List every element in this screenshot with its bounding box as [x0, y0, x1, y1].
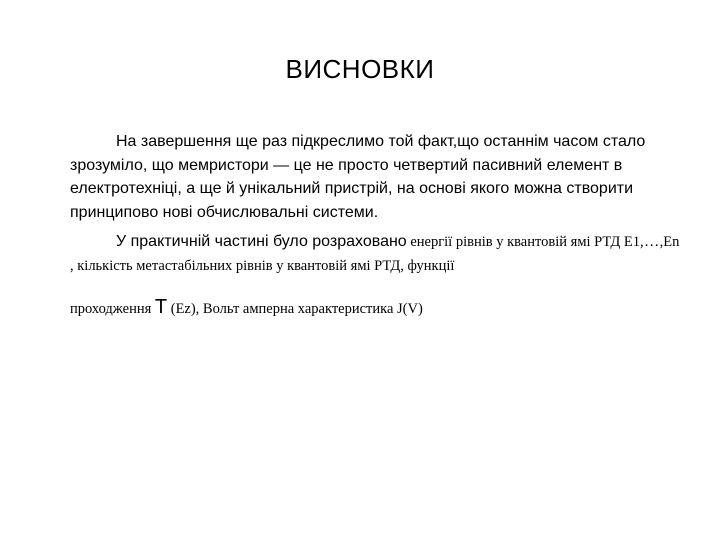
paragraph-2-part-1: енергії рівнів у квантовій ямі РТД Е1, — [406, 234, 644, 250]
paragraph-2-ellipsis: … — [643, 233, 660, 250]
paragraph-2-line-3 — [70, 296, 680, 321]
transmission-symbol: T — [154, 296, 168, 318]
conclusion-paragraph-1: На завершення ще раз підкреслимо той факт,що останнім часом стало зрозуміло, що мемристори — це не просто четвертий пасивний елемент в електротехніці, а ще й унікальний пристрій, на основі якого можна створити принципово нові обчислювальні системи. — [70, 133, 646, 221]
paragraph-2-part-2: ,Еn , кількість метастабільних рівнів у квантовій ямі РТД, функції — [70, 234, 680, 274]
paragraph-2-lead: У практичній частині було розраховано — [116, 233, 407, 250]
paragraph-2-line-3-end: (Ez), Вольт амперна характеристика J(V) — [167, 301, 423, 317]
slide-title: ВИСНОВКИ — [285, 54, 435, 84]
paragraph-2-line-3-start: проходження — [70, 301, 155, 317]
slide-body — [70, 130, 680, 321]
conclusion-paragraph-2 — [70, 230, 680, 321]
